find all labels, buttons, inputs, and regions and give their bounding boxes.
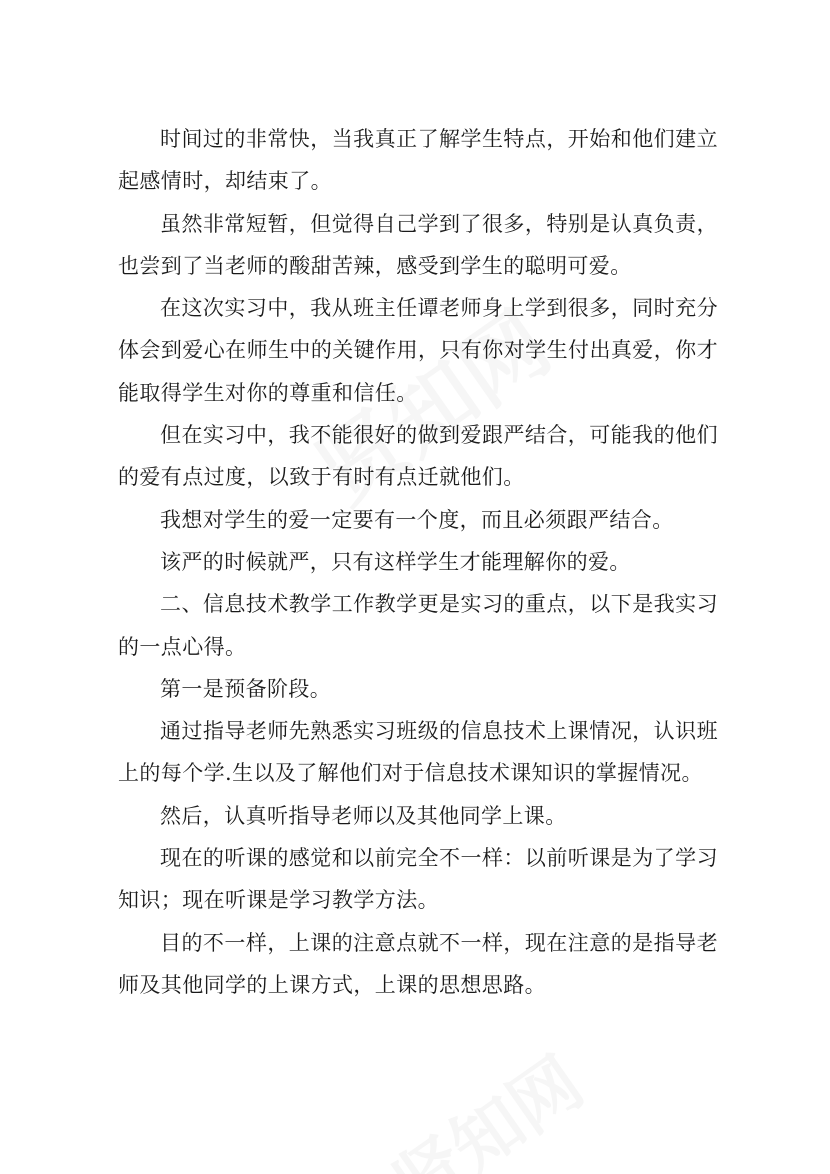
document-body: [118, 118, 718, 1006]
paragraph: 但在实习中，我不能很好的做到爱跟严结合，可能我的他们的爱有点过度，以致于有时有点迁就他们。: [118, 423, 718, 490]
paragraph: 目的不一样，上课的注意点就不一样，现在注意的是指导老师及其他同学的上课方式，上课的思想思路。: [118, 930, 718, 997]
paragraph: 二、信息技术教学工作教学更是实习的重点，以下是我实习的一点心得。: [118, 592, 718, 659]
paragraph: 通过指导老师先熟悉实习班级的信息技术上课情况，认识班上的每个学.生以及了解他们对于信息技术课知识的掌握情况。: [118, 719, 718, 786]
paragraph: 虽然非常短暂，但觉得自己学到了很多，特别是认真负责，也尝到了当老师的酸甜苦辣，感受到学生的聪明可爱。: [118, 211, 718, 278]
watermark: [370, 1029, 600, 1174]
paragraph: 然后，认真听指导老师以及其他同学上课。: [160, 803, 567, 828]
paragraph: 现在的听课的感觉和以前完全不一样：以前听课是为了学习知识；现在听课是学习教学方法。: [118, 846, 718, 913]
paragraph: 在这次实习中，我从班主任谭老师身上学到很多，同时充分体会到爱心在师生中的关键作用，只有你对学生付出真爱，你才能取得学生对你的尊重和信任。: [118, 296, 718, 405]
paragraph: 我想对学生的爱一定要有一个度，而且必须跟严结合。: [160, 507, 674, 532]
paragraph: 该严的时候就严，只有这样学生才能理解你的爱。: [160, 549, 631, 574]
paragraph: 第一是预备阶段。: [160, 676, 332, 701]
paragraph: 时间过的非常快，当我真正了解学生特点，开始和他们建立起感情时，却结束了。: [118, 127, 718, 194]
